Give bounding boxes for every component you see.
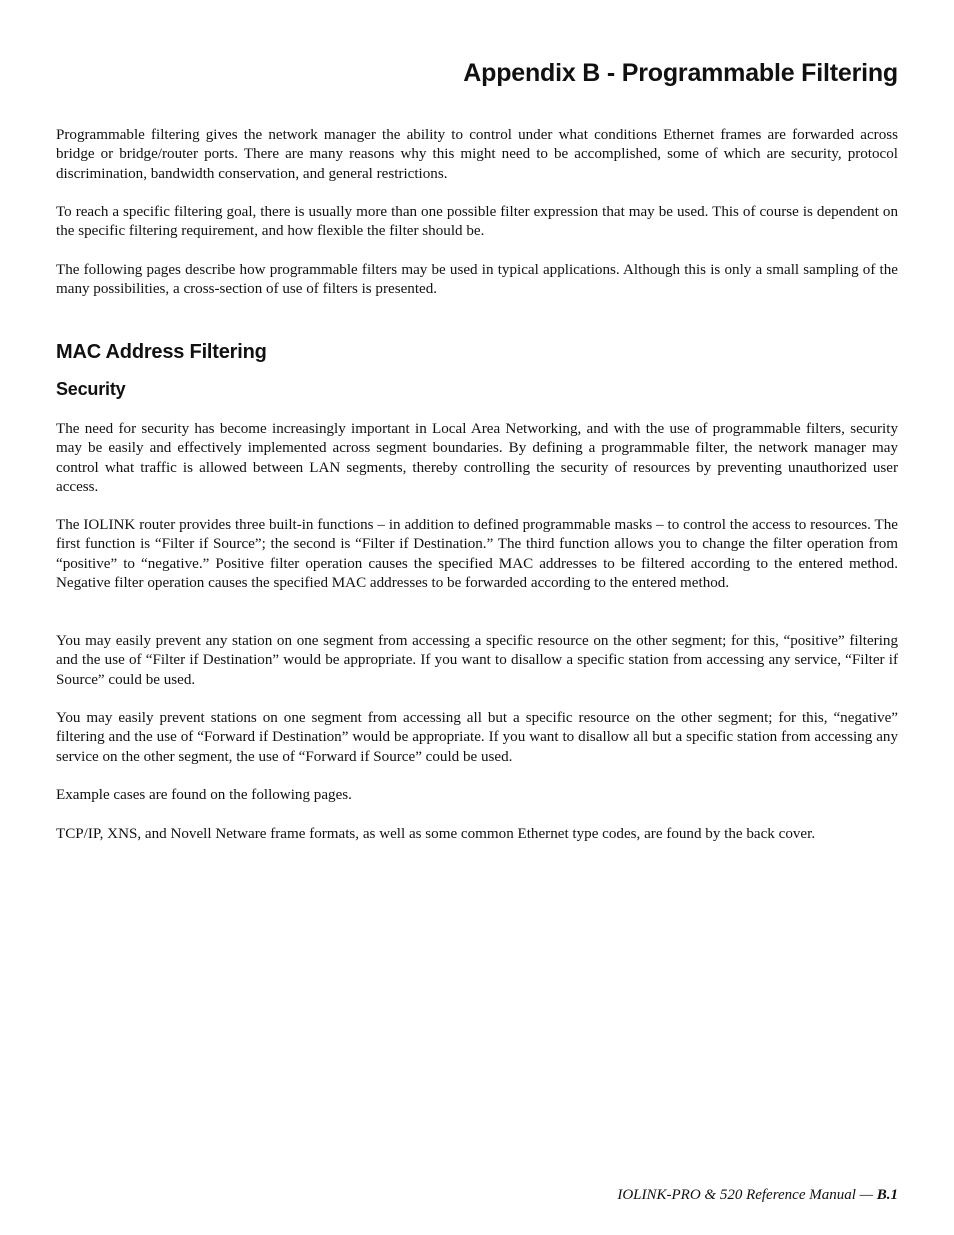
footer-manual-title: IOLINK-PRO & 520 Reference Manual — [617, 1187, 877, 1203]
page-footer [617, 1185, 898, 1205]
security-paragraph-1: The need for security has become increasingly important in Local Area Networking, and with the use of programmable filters, security may be easily and effectively implemented across segment boundaries. By defining a programmable filter, the network manager may control what traffic is allowed between LAN segments, thereby controlling the security of resources by preventing unauthorized user access. [56, 421, 898, 496]
security-paragraph-6: TCP/IP, XNS, and Novell Netware frame formats, as well as some common Ethernet type codes, are found by the back cover. [56, 826, 816, 842]
intro-paragraph-2: To reach a specific filtering goal, there is usually more than one possible filter expression that may be used. This of course is dependent on the specific filtering requirement, and how flexible the filter should be. [56, 204, 898, 240]
section-subheading: Security [56, 379, 126, 399]
footer-page-number: B.1 [876, 1187, 898, 1203]
security-paragraph-5: Example cases are found on the following pages. [56, 787, 352, 803]
section-heading: MAC Address Filtering [56, 341, 267, 363]
page-title: Appendix B - Programmable Filtering [463, 59, 898, 87]
security-paragraph-2: The IOLINK router provides three built-in functions – in addition to defined programmable masks – to control the access to resources. The first function is “Filter if Source”; the second is “Filter if Destination.” The third function allows you to change the filter operation from “positive” to “negative.” Positive filter operation causes the specified MAC addresses to be filtered according to the entered method. Negative filter operation causes the specified MAC addresses to be forwarded according to the entered method. [56, 517, 898, 592]
security-paragraph-3: You may easily prevent any station on one segment from accessing a specific resource on the other segment; for this, “positive” filtering and the use of “Filter if Destination” would be appropriate. If you want to disallow a specific station from accessing any service, “Filter if Source” could be used. [56, 633, 898, 688]
intro-paragraph-1: Programmable filtering gives the network manager the ability to control under what conditions Ethernet frames are forwarded across bridge or bridge/router ports. There are many reasons why this might need to be accomplished, some of which are security, protocol discrimination, bandwidth conservation, and general restrictions. [56, 127, 898, 182]
intro-paragraph-3: The following pages describe how programmable filters may be used in typical applications. Although this is only a small sampling of the many possibilities, a cross-section of use of filters is presented. [56, 262, 898, 298]
security-paragraph-4: You may easily prevent stations on one segment from accessing all but a specific resource on the other segment; for this, “negative” filtering and the use of “Forward if Destination” would be appropriate. If you want to disallow all but a specific station from accessing any service on the other segment, the use of “Forward if Source” could be used. [56, 710, 898, 765]
